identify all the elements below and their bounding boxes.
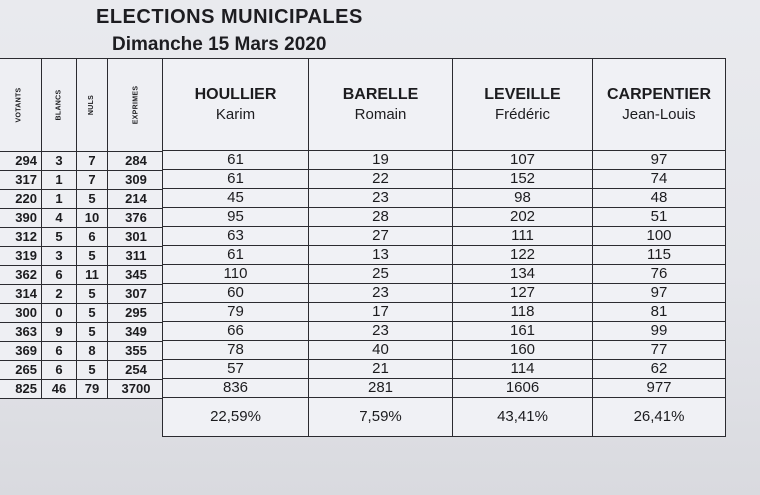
total-cell: 281: [309, 379, 453, 398]
vote-count-cell: 66: [163, 322, 309, 341]
results-row: [163, 189, 726, 208]
turnout-row: [0, 247, 165, 266]
vote-count-cell: 122: [453, 246, 593, 265]
turnout-row: [0, 209, 165, 228]
turnout-body: [0, 152, 165, 399]
turnout-cell: 312: [0, 228, 42, 247]
candidate-last-name: HOULLIER: [194, 85, 277, 103]
turnout-cell: 319: [0, 247, 42, 266]
results-row: [163, 284, 726, 303]
turnout-cell: 9: [42, 323, 77, 342]
vote-count-cell: 77: [593, 341, 726, 360]
results-row: [163, 303, 726, 322]
turnout-cell: 825: [0, 380, 42, 399]
turnout-cell: 214: [108, 190, 165, 209]
turnout-cell: 3700: [108, 380, 165, 399]
candidate-first-name: Jean-Louis: [622, 105, 696, 123]
turnout-cell: 5: [42, 228, 77, 247]
turnout-cell: 3: [42, 247, 77, 266]
candidate-header-carpentier: [593, 59, 726, 151]
percentage-cell: 43,41%: [453, 398, 593, 437]
vote-count-cell: 111: [453, 227, 593, 246]
vote-count-cell: 152: [453, 170, 593, 189]
vote-count-cell: 57: [163, 360, 309, 379]
results-row: [163, 341, 726, 360]
vote-count-cell: 107: [453, 151, 593, 170]
turnout-cell: 349: [108, 323, 165, 342]
turnout-cell: 5: [77, 323, 108, 342]
vote-count-cell: 28: [309, 208, 453, 227]
total-cell: 836: [163, 379, 309, 398]
turnout-cell: 3: [42, 152, 77, 171]
turnout-row: [0, 323, 165, 342]
vote-count-cell: 98: [453, 189, 593, 208]
header-nuls: NULS: [77, 59, 108, 152]
turnout-cell: 265: [0, 361, 42, 380]
results-table: [162, 58, 726, 437]
turnout-cell: 79: [77, 380, 108, 399]
vote-count-cell: 76: [593, 265, 726, 284]
vote-count-cell: 81: [593, 303, 726, 322]
turnout-cell: 345: [108, 266, 165, 285]
turnout-row: [0, 380, 165, 399]
vote-count-cell: 13: [309, 246, 453, 265]
vote-count-cell: 115: [593, 246, 726, 265]
vote-count-cell: 79: [163, 303, 309, 322]
results-row: [163, 208, 726, 227]
vote-count-cell: 17: [309, 303, 453, 322]
turnout-row: [0, 285, 165, 304]
turnout-cell: 2: [42, 285, 77, 304]
vote-count-cell: 19: [309, 151, 453, 170]
vote-count-cell: 78: [163, 341, 309, 360]
vote-count-cell: 202: [453, 208, 593, 227]
turnout-cell: 363: [0, 323, 42, 342]
candidate-first-name: Romain: [354, 105, 407, 123]
turnout-row: [0, 152, 165, 171]
turnout-cell: 6: [42, 361, 77, 380]
results-body: [163, 151, 726, 437]
header-blancs: BLANCS: [42, 59, 77, 152]
vote-count-cell: 40: [309, 341, 453, 360]
turnout-cell: 1: [42, 171, 77, 190]
turnout-cell: 5: [77, 247, 108, 266]
percentage-cell: 22,59%: [163, 398, 309, 437]
vote-count-cell: 95: [163, 208, 309, 227]
turnout-table: [0, 58, 165, 399]
page-subtitle: Dimanche 15 Mars 2020: [112, 34, 327, 55]
turnout-cell: 369: [0, 342, 42, 361]
vote-count-cell: 97: [593, 284, 726, 303]
vote-count-cell: 63: [163, 227, 309, 246]
turnout-cell: 362: [0, 266, 42, 285]
turnout-cell: 376: [108, 209, 165, 228]
turnout-cell: 10: [77, 209, 108, 228]
percentage-cell: 7,59%: [309, 398, 453, 437]
vote-count-cell: 27: [309, 227, 453, 246]
turnout-cell: 317: [0, 171, 42, 190]
vote-count-cell: 97: [593, 151, 726, 170]
turnout-cell: 300: [0, 304, 42, 323]
vote-count-cell: 21: [309, 360, 453, 379]
header-exprimes: EXPRIMES: [108, 59, 165, 152]
percentage-cell: 26,41%: [593, 398, 726, 437]
turnout-cell: 46: [42, 380, 77, 399]
totals-row: [163, 379, 726, 398]
vote-count-cell: 23: [309, 322, 453, 341]
candidate-first-name: Karim: [215, 105, 256, 123]
results-row: [163, 246, 726, 265]
vote-count-cell: 60: [163, 284, 309, 303]
candidates-header-row: [163, 59, 726, 151]
vote-count-cell: 74: [593, 170, 726, 189]
turnout-cell: 284: [108, 152, 165, 171]
vote-count-cell: 45: [163, 189, 309, 208]
candidate-last-name: LEVEILLE: [484, 85, 561, 103]
vote-count-cell: 62: [593, 360, 726, 379]
turnout-row: [0, 228, 165, 247]
vote-count-cell: 23: [309, 189, 453, 208]
turnout-cell: 11: [77, 266, 108, 285]
results-row: [163, 227, 726, 246]
vote-count-cell: 127: [453, 284, 593, 303]
vote-count-cell: 61: [163, 151, 309, 170]
candidate-last-name: BARELLE: [342, 85, 419, 103]
results-row: [163, 265, 726, 284]
page-title: ELECTIONS MUNICIPALES: [96, 6, 363, 28]
header-votants: VOTANTS: [0, 59, 42, 152]
turnout-cell: 295: [108, 304, 165, 323]
vote-count-cell: 23: [309, 284, 453, 303]
turnout-row: [0, 171, 165, 190]
vote-count-cell: 118: [453, 303, 593, 322]
turnout-cell: 220: [0, 190, 42, 209]
turnout-row: [0, 342, 165, 361]
turnout-header-row: [0, 59, 165, 152]
candidate-first-name: Frédéric: [494, 105, 550, 123]
vote-count-cell: 160: [453, 341, 593, 360]
candidate-header-houllier: [163, 59, 309, 151]
vote-count-cell: 99: [593, 322, 726, 341]
vote-count-cell: 110: [163, 265, 309, 284]
vote-count-cell: 100: [593, 227, 726, 246]
turnout-cell: 254: [108, 361, 165, 380]
vote-count-cell: 25: [309, 265, 453, 284]
turnout-cell: 6: [77, 228, 108, 247]
turnout-row: [0, 266, 165, 285]
turnout-cell: 7: [77, 152, 108, 171]
turnout-cell: 7: [77, 171, 108, 190]
candidate-header-barelle: [309, 59, 453, 151]
turnout-cell: 6: [42, 266, 77, 285]
turnout-cell: 0: [42, 304, 77, 323]
results-row: [163, 170, 726, 189]
turnout-cell: 307: [108, 285, 165, 304]
turnout-cell: 309: [108, 171, 165, 190]
vote-count-cell: 51: [593, 208, 726, 227]
candidate-last-name: CARPENTIER: [606, 85, 711, 103]
turnout-cell: 5: [77, 190, 108, 209]
turnout-row: [0, 304, 165, 323]
total-cell: 1606: [453, 379, 593, 398]
turnout-cell: 294: [0, 152, 42, 171]
vote-count-cell: 22: [309, 170, 453, 189]
turnout-cell: 390: [0, 209, 42, 228]
turnout-cell: 5: [77, 285, 108, 304]
total-cell: 977: [593, 379, 726, 398]
turnout-cell: 311: [108, 247, 165, 266]
vote-count-cell: 161: [453, 322, 593, 341]
turnout-row: [0, 190, 165, 209]
turnout-cell: 4: [42, 209, 77, 228]
percentage-row: [163, 398, 726, 437]
turnout-cell: 5: [77, 361, 108, 380]
vote-count-cell: 134: [453, 265, 593, 284]
turnout-cell: 301: [108, 228, 165, 247]
candidate-header-leveille: [453, 59, 593, 151]
turnout-cell: 8: [77, 342, 108, 361]
results-row: [163, 151, 726, 170]
vote-count-cell: 114: [453, 360, 593, 379]
vote-count-cell: 61: [163, 170, 309, 189]
vote-count-cell: 61: [163, 246, 309, 265]
turnout-cell: 314: [0, 285, 42, 304]
turnout-row: [0, 361, 165, 380]
results-row: [163, 322, 726, 341]
turnout-cell: 6: [42, 342, 77, 361]
turnout-cell: 355: [108, 342, 165, 361]
vote-count-cell: 48: [593, 189, 726, 208]
results-row: [163, 360, 726, 379]
turnout-cell: 5: [77, 304, 108, 323]
turnout-cell: 1: [42, 190, 77, 209]
